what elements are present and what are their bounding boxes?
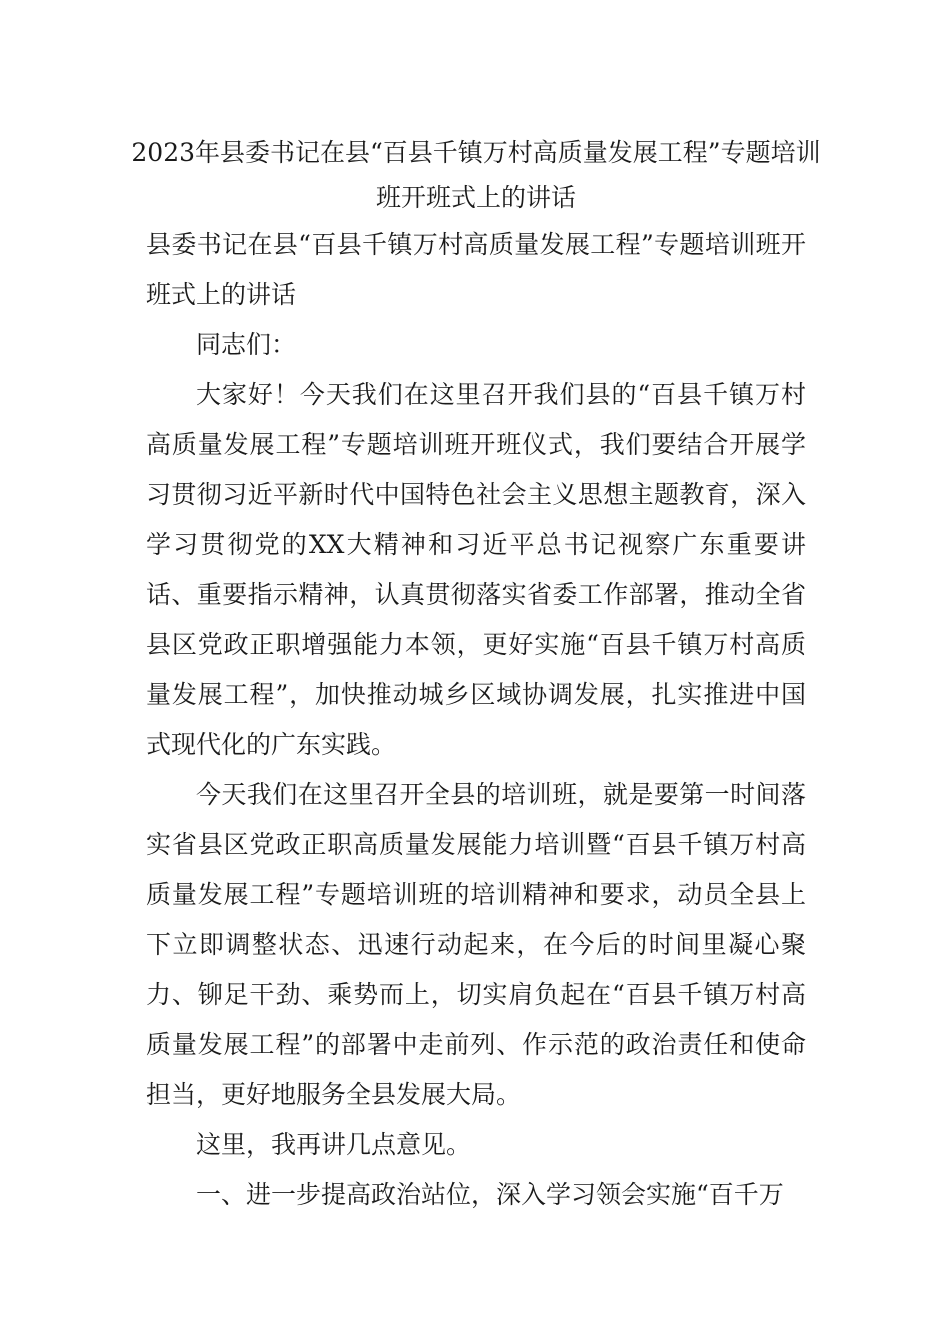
document-title: 2023年县委书记在县“百县千镇万村高质量发展工程”专题培训班开班式上的讲话 [131, 138, 821, 212]
paragraph-2: 今天我们在这里召开全县的培训班，就是要第一时间落实省县区党政正职高质量发展能力培训暨“百县千镇万村高质量发展工程”专题培训班的培训精神和要求，动员全县上下立即调整状态、迅速行动起来，在今后的时间里凝心聚力、铆足干劲、乘势而上，切实肩负起在“百县千镇万村高质量发展工程”的部署中走前列、作示范的政治责任和使命担当，更好地服务全县发展大局。 [146, 780, 806, 1109]
title-block [131, 130, 821, 220]
paragraph-salutation: 同志们： [196, 330, 297, 359]
section-heading-1: 一、进一步提高政治站位，深入学习领会实施“百千万 [196, 1180, 784, 1209]
paragraph-3: 这里，我再讲几点意见。 [196, 1130, 472, 1159]
paragraph-1: 大家好！今天我们在这里召开我们县的“百县千镇万村高质量发展工程”专题培训班开班仪式，我们要结合开展学习贯彻习近平新时代中国特色社会主义思想主题教育，深入学习贯彻党的XX大精神和习近平总书记视察广东重要讲话、重要指示精神，认真贯彻落实省委工作部署，推动全省县区党政正职增强能力本领，更好实施“百县千镇万村高质量发展工程”，加快推动城乡区域协调发展，扎实推进中国式现代化的广东实践。 [146, 380, 806, 759]
document-body [131, 130, 821, 1220]
document-subtitle: 县委书记在县“百县千镇万村高质量发展工程”专题培训班开班式上的讲话 [146, 230, 806, 309]
